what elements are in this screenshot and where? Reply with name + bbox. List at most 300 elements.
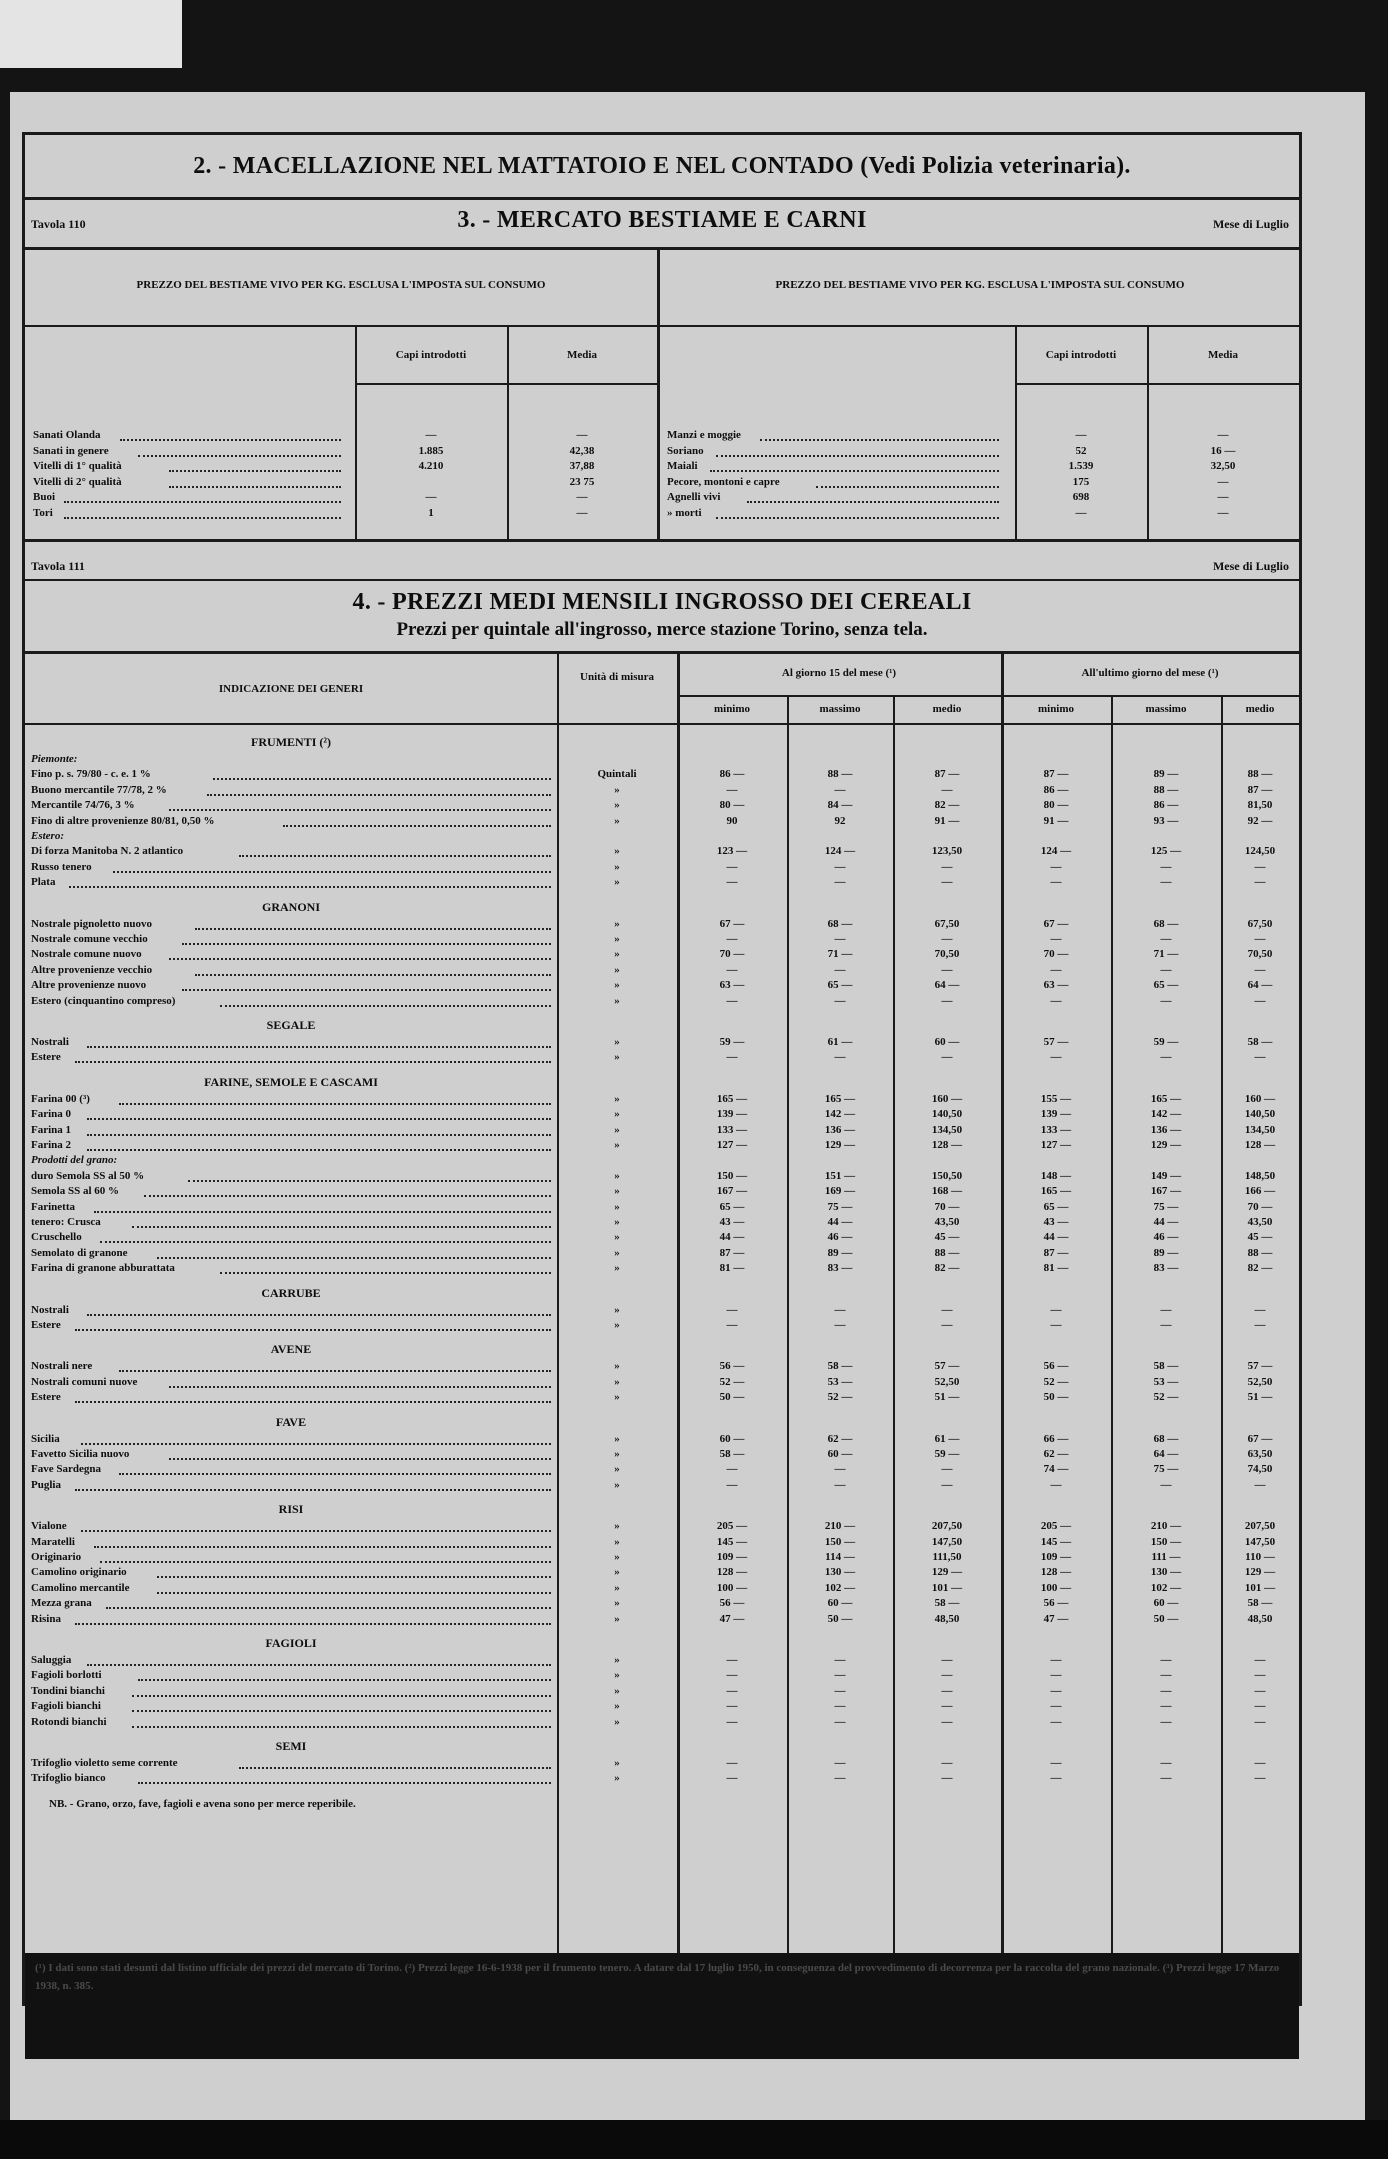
price-value: — <box>941 963 953 976</box>
section-heading: RISI <box>278 1502 304 1517</box>
price-value: 102 — <box>1150 1581 1182 1594</box>
price-value: 62 — <box>1043 1448 1069 1460</box>
unit-value: » <box>614 876 620 889</box>
row-label: Farina 0 <box>31 1108 72 1121</box>
price-value: 58 — <box>827 1360 853 1373</box>
unit-value: » <box>614 783 620 796</box>
price-value: 150 — <box>824 1535 856 1548</box>
row-label: Estero (cinquantino compreso) <box>31 994 176 1007</box>
cereals-month-label: Mese di Luglio <box>1212 559 1289 573</box>
price-value: — <box>1160 963 1172 976</box>
unit-value: » <box>614 1478 620 1491</box>
price-value: — <box>1160 1684 1172 1697</box>
price-value: — <box>1050 876 1062 889</box>
price-value: 56 — <box>1043 1360 1069 1373</box>
row-label: Nostrali <box>31 1036 69 1048</box>
price-value: 50 — <box>719 1391 745 1404</box>
leader-dots <box>120 429 341 441</box>
price-value: 75 — <box>827 1200 853 1213</box>
right-row <box>667 476 1299 491</box>
price-value: 62 — <box>827 1432 853 1445</box>
price-value: — <box>941 1772 953 1785</box>
row-label: Tondini bianchi <box>31 1684 105 1697</box>
leader-dots <box>213 768 551 780</box>
table-row <box>31 1716 1293 1731</box>
price-value: 87 — <box>934 768 960 781</box>
price-value: — <box>726 1700 738 1713</box>
price-value: 60 — <box>719 1432 745 1445</box>
price-value: — <box>1050 963 1062 976</box>
row-label: Cruschello <box>31 1231 82 1244</box>
unit-value: » <box>614 1700 620 1713</box>
section4-subtitle: Prezzi per quintale all'ingrosso, merce stazione Torino, senza tela. <box>396 619 928 640</box>
price-value: — <box>834 1319 846 1331</box>
price-value: 87 — <box>1247 783 1273 796</box>
row-label: Nostrali comuni nuove <box>31 1375 138 1388</box>
price-value: 149 — <box>1150 1169 1182 1182</box>
leader-dots <box>195 918 552 930</box>
table-row <box>31 876 1293 891</box>
section-heading: GRANONI <box>261 899 320 914</box>
price-value: 43,50 <box>934 1216 960 1228</box>
left-media-value: — <box>576 491 588 503</box>
price-value: 57 — <box>1247 1360 1273 1373</box>
price-value: 129 — <box>1150 1139 1182 1151</box>
leader-dots <box>87 1139 551 1151</box>
price-value: — <box>1050 1700 1062 1713</box>
price-value: 89 — <box>827 1246 853 1259</box>
price-value: 52 — <box>827 1391 853 1404</box>
table-111-label: Tavola 111 <box>31 559 85 573</box>
page-frame <box>22 132 1302 2006</box>
leader-dots <box>710 460 999 472</box>
price-value: — <box>1254 1684 1266 1697</box>
price-value: — <box>726 1303 738 1316</box>
leader-dots <box>760 429 999 441</box>
price-value: 65 — <box>719 1200 745 1213</box>
price-value: 74 — <box>1043 1463 1069 1476</box>
price-value: 88 — <box>934 1246 960 1259</box>
price-value: — <box>941 1684 953 1697</box>
unit-value: » <box>614 1200 620 1213</box>
price-value: — <box>726 1669 738 1682</box>
leader-dots <box>138 445 341 457</box>
price-value: 67 — <box>1043 917 1069 930</box>
price-value: 130 — <box>1150 1566 1182 1579</box>
leader-dots <box>157 1566 551 1578</box>
row-label: Fave Sardegna <box>31 1463 101 1476</box>
leader-dots <box>87 1124 551 1136</box>
price-value: 68 — <box>1153 1432 1179 1445</box>
price-value: — <box>726 963 738 976</box>
leader-dots <box>69 876 552 888</box>
leader-dots <box>716 507 999 519</box>
unit-value: » <box>614 1684 620 1697</box>
price-value: — <box>1254 1715 1266 1728</box>
row-label: Semola SS al 60 % <box>31 1185 120 1198</box>
price-value: 151 — <box>824 1169 856 1182</box>
group-lastday-head: All'ultimo giorno del mese (¹) <box>1081 667 1219 679</box>
leader-dots <box>747 491 999 503</box>
price-value: 65 — <box>1043 1200 1069 1213</box>
price-value: 136 — <box>824 1123 856 1136</box>
scan-corner-patch <box>0 0 182 68</box>
table-row <box>31 845 1293 860</box>
table-row <box>31 1566 1293 1581</box>
right-media-value: 32,50 <box>1210 460 1236 472</box>
right-row-label: Manzi e moggie <box>667 429 741 441</box>
price-value: 51 — <box>1247 1391 1273 1404</box>
price-value: — <box>1160 876 1172 889</box>
price-value: — <box>1254 1700 1266 1713</box>
left-row-label: Vitelli di 2° qualità <box>33 475 122 488</box>
unit-value: » <box>614 1319 620 1331</box>
price-value: — <box>941 933 953 945</box>
price-value: 43,50 <box>1247 1216 1273 1228</box>
leader-dots <box>169 948 551 960</box>
price-value: — <box>1254 1319 1266 1331</box>
price-value: 101 — <box>1244 1581 1276 1594</box>
leader-dots <box>132 1685 552 1697</box>
price-value: 56 — <box>719 1597 745 1610</box>
price-value: 160 — <box>1244 1092 1276 1105</box>
price-value: — <box>941 1715 953 1728</box>
subsection-heading: Prodotti del grano: <box>31 1154 118 1167</box>
price-value: — <box>1254 1669 1266 1682</box>
table-row <box>31 1139 1293 1154</box>
price-value: 130 — <box>824 1566 856 1579</box>
price-value: 84 — <box>827 799 853 812</box>
price-value: 70 — <box>1043 948 1069 961</box>
right-row <box>667 491 1299 506</box>
left-row-label: Sanati in genere <box>33 444 109 457</box>
leader-dots <box>239 845 551 857</box>
table-row <box>31 1669 1293 1684</box>
price-value: 111,50 <box>932 1551 962 1563</box>
section3-title: 3. - MERCATO BESTIAME E CARNI <box>457 207 867 233</box>
rule <box>25 723 1299 725</box>
price-value: 44 — <box>1153 1216 1179 1228</box>
leader-dots <box>207 784 551 796</box>
left-media-value: 42,38 <box>569 444 595 457</box>
subsection-heading: Piemonte: <box>31 753 78 765</box>
price-value: 160 — <box>931 1092 963 1105</box>
price-value: — <box>941 1051 953 1064</box>
price-value: 150 — <box>1150 1535 1182 1548</box>
left-media-value: 23 75 <box>569 475 595 488</box>
price-value: — <box>1160 1319 1172 1331</box>
row-label: Favetto Sicilia nuovo <box>31 1448 130 1460</box>
price-value: 136 — <box>1150 1123 1182 1136</box>
table-row <box>31 799 1293 814</box>
price-value: 150,50 <box>931 1169 963 1182</box>
price-value: 75 — <box>1153 1463 1179 1476</box>
price-value: — <box>1050 933 1062 945</box>
price-value: 133 — <box>716 1123 748 1136</box>
right-media-value: — <box>1217 506 1229 519</box>
price-value: — <box>1050 1303 1062 1316</box>
price-value: 100 — <box>1040 1581 1072 1594</box>
price-value: 67,50 <box>934 917 960 930</box>
section-heading: FARINE, SEMOLE E CASCAMI <box>204 1074 378 1089</box>
row-label: Vialone <box>31 1520 67 1533</box>
unit-value: » <box>614 1375 620 1388</box>
section-heading: AVENE <box>270 1342 312 1357</box>
leader-dots <box>94 1201 551 1213</box>
unit-value: » <box>614 860 620 873</box>
price-value: — <box>834 1700 846 1713</box>
price-value: 150 — <box>716 1169 748 1182</box>
right-media-value: — <box>1217 491 1229 503</box>
price-value: 129 — <box>1244 1566 1276 1579</box>
right-row-label: Soriano <box>667 444 704 457</box>
row-label: Rotondi bianchi <box>31 1715 107 1728</box>
price-value: — <box>834 1669 846 1682</box>
table-row <box>31 1216 1293 1231</box>
row-label: Puglia <box>31 1478 61 1491</box>
price-value: 43 — <box>719 1216 745 1228</box>
table-row <box>31 768 1293 783</box>
price-value: 101 — <box>931 1581 963 1594</box>
price-value: 67,50 <box>1247 917 1273 930</box>
price-value: 100 — <box>716 1581 748 1594</box>
price-value: — <box>1160 1700 1172 1713</box>
price-value: 155 — <box>1040 1092 1072 1105</box>
price-value: 46 — <box>827 1231 853 1244</box>
price-value: 109 — <box>1040 1551 1072 1563</box>
price-value: 52,50 <box>934 1375 960 1388</box>
price-value: 134,50 <box>1244 1123 1276 1136</box>
price-value: 70,50 <box>1247 948 1273 961</box>
price-value: — <box>941 1463 953 1476</box>
unit-value: » <box>614 1612 620 1625</box>
leader-dots <box>119 1463 551 1475</box>
leader-dots <box>113 861 551 873</box>
leader-dots <box>169 799 551 811</box>
price-value: 53 — <box>827 1375 853 1388</box>
price-value: 124 — <box>824 845 856 858</box>
unit-value: » <box>614 1123 620 1136</box>
price-value: 74,50 <box>1247 1463 1273 1476</box>
price-value: — <box>834 1684 846 1697</box>
price-value: — <box>834 1654 846 1666</box>
price-value: 81 — <box>1043 1262 1069 1275</box>
leader-dots <box>75 1613 551 1625</box>
price-value: 67 — <box>1247 1432 1273 1445</box>
table-row <box>31 861 1293 876</box>
price-value: — <box>941 1669 953 1682</box>
unit-value: » <box>614 1092 620 1105</box>
price-value: — <box>726 1051 738 1064</box>
unit-value: » <box>614 1036 620 1048</box>
table-row <box>31 1448 1293 1463</box>
left-row <box>33 445 657 460</box>
unit-value: » <box>614 1597 620 1610</box>
left-row <box>33 476 657 491</box>
row-label: Fagioli borlotti <box>31 1669 102 1682</box>
price-value: — <box>726 783 738 796</box>
right-row <box>667 460 1299 475</box>
row-label: Farinetta <box>31 1200 75 1213</box>
price-value: 80 — <box>1043 799 1069 812</box>
price-value: 61 — <box>934 1432 960 1445</box>
nb-note: NB. - Grano, orzo, fave, fagioli e avena sono per merce reperibile. <box>49 1797 356 1810</box>
price-value: 86 — <box>719 768 745 781</box>
table-row <box>31 1262 1293 1277</box>
row-label: Fino p. s. 79/80 - c. e. 1 % <box>31 768 151 781</box>
price-value: 70 — <box>1247 1200 1273 1213</box>
price-value: 111 — <box>1151 1551 1181 1563</box>
unit-value: » <box>614 1448 620 1460</box>
price-value: — <box>941 994 953 1007</box>
row-label: Di forza Manitoba N. 2 atlantico <box>31 845 184 858</box>
price-value: 70 — <box>934 1200 960 1213</box>
table-row <box>31 784 1293 799</box>
right-capi-value: 698 <box>1072 491 1090 503</box>
price-value: — <box>1050 1051 1062 1064</box>
right-media-value: 16 — <box>1210 444 1236 457</box>
subcol-head: massimo <box>819 703 861 715</box>
price-value: 60 — <box>827 1448 853 1460</box>
price-value: 56 — <box>1043 1597 1069 1610</box>
price-value: 43 — <box>1043 1216 1069 1228</box>
section-heading: FAVE <box>275 1414 307 1429</box>
price-value: 46 — <box>1153 1231 1179 1244</box>
price-value: — <box>941 1757 953 1769</box>
table-row <box>31 1536 1293 1551</box>
section-heading: FRUMENTI (²) <box>251 735 331 749</box>
price-value: — <box>726 1772 738 1785</box>
right-row-label: Maiali <box>667 460 698 472</box>
unit-value: » <box>614 845 620 858</box>
table-row <box>31 1036 1293 1051</box>
price-value: 44 — <box>827 1216 853 1228</box>
row-label: Plata <box>31 876 56 889</box>
price-value: 145 — <box>1040 1535 1072 1548</box>
left-row-label: Buoi <box>33 491 56 503</box>
row-label: Farina 1 <box>31 1123 72 1136</box>
right-col-capi: Capi introdotti <box>1045 349 1117 361</box>
price-value: 68 — <box>1153 917 1179 930</box>
price-value: — <box>726 860 738 873</box>
row-label: Mercantile 74/76, 3 % <box>31 799 135 812</box>
price-value: 60 — <box>827 1597 853 1610</box>
price-value: 64 — <box>1153 1448 1179 1460</box>
right-capi-value: 1.539 <box>1068 460 1094 472</box>
unit-value: » <box>614 1303 620 1316</box>
table-row <box>31 1051 1293 1066</box>
row-label: Mezza grana <box>31 1597 92 1610</box>
leader-dots <box>182 979 551 991</box>
section-heading: FAGIOLI <box>265 1636 317 1650</box>
row-label: Trifoglio bianco <box>31 1772 106 1785</box>
table-row <box>31 1463 1293 1478</box>
unit-value: » <box>614 1139 620 1151</box>
price-value: 129 — <box>931 1566 963 1579</box>
price-value: 125 — <box>1150 845 1182 858</box>
right-col-media: Media <box>1208 349 1238 361</box>
right-media-value: — <box>1217 475 1229 488</box>
table-row <box>31 1597 1293 1612</box>
price-value: 87 — <box>1043 768 1069 781</box>
right-row <box>667 429 1299 444</box>
price-value: 70 — <box>719 948 745 961</box>
price-value: 205 — <box>1040 1520 1072 1533</box>
table-row <box>31 1772 1293 1787</box>
leader-dots <box>169 1448 551 1460</box>
price-value: 71 — <box>827 948 853 961</box>
left-row <box>33 429 657 444</box>
table-row <box>31 1304 1293 1319</box>
unit-value: » <box>614 799 620 812</box>
price-value: 128 — <box>1244 1139 1276 1151</box>
price-value: — <box>1254 1757 1266 1769</box>
right-row-label: Agnelli vivi <box>667 491 721 503</box>
price-value: 128 — <box>716 1566 748 1579</box>
left-capi-value: 1.885 <box>418 444 444 457</box>
price-value: — <box>1050 1757 1062 1769</box>
price-value: — <box>834 963 846 976</box>
divider <box>657 249 660 539</box>
left-capi-value: 4.210 <box>418 460 444 472</box>
price-value: — <box>1050 1715 1062 1728</box>
left-col-media: Media <box>567 349 597 361</box>
price-value: 59 — <box>1153 1036 1179 1048</box>
price-value: 61 — <box>827 1036 853 1048</box>
table-row <box>31 1582 1293 1597</box>
table-row <box>31 948 1293 963</box>
price-value: 50 — <box>1043 1391 1069 1404</box>
leader-dots <box>157 1582 551 1594</box>
row-label: Nostrale comune vecchio <box>31 933 148 945</box>
leader-dots <box>100 1231 551 1243</box>
unit-value: » <box>614 1231 620 1244</box>
right-row <box>667 445 1299 460</box>
leader-dots <box>138 1772 551 1784</box>
price-value: — <box>726 1478 738 1491</box>
table-row <box>31 1108 1293 1123</box>
price-value: — <box>1254 933 1266 945</box>
unit-value: » <box>614 1391 620 1404</box>
unit-value: » <box>614 1360 620 1373</box>
group-day15-head: Al giorno 15 del mese (¹) <box>781 667 897 679</box>
price-value: 165 — <box>716 1092 748 1105</box>
row-label: Altre provenienze vecchio <box>31 963 153 976</box>
unit-value: » <box>614 979 620 992</box>
price-value: 48,50 <box>934 1612 960 1625</box>
price-value: 207,50 <box>931 1520 963 1533</box>
leader-dots <box>87 1036 551 1048</box>
table-row <box>31 1093 1293 1108</box>
price-value: 82 — <box>1247 1262 1273 1275</box>
table-row <box>31 815 1293 830</box>
subcol-head: massimo <box>1145 703 1187 715</box>
left-capi-value: — <box>425 429 437 441</box>
row-label: Trifoglio violetto seme corrente <box>31 1757 178 1769</box>
left-col-capi: Capi introdotti <box>395 349 467 361</box>
price-value: 91 — <box>934 814 960 827</box>
price-value: 81 — <box>719 1262 745 1275</box>
unit-value: » <box>614 948 620 961</box>
unit-value: » <box>614 1262 620 1275</box>
price-value: — <box>1254 860 1266 873</box>
price-value: — <box>1160 860 1172 873</box>
scan-bottom-edge <box>0 2120 1388 2159</box>
price-value: — <box>1160 933 1172 945</box>
table-110-label: Tavola 110 <box>31 217 86 231</box>
price-value: — <box>726 1757 738 1769</box>
right-row <box>667 507 1299 522</box>
